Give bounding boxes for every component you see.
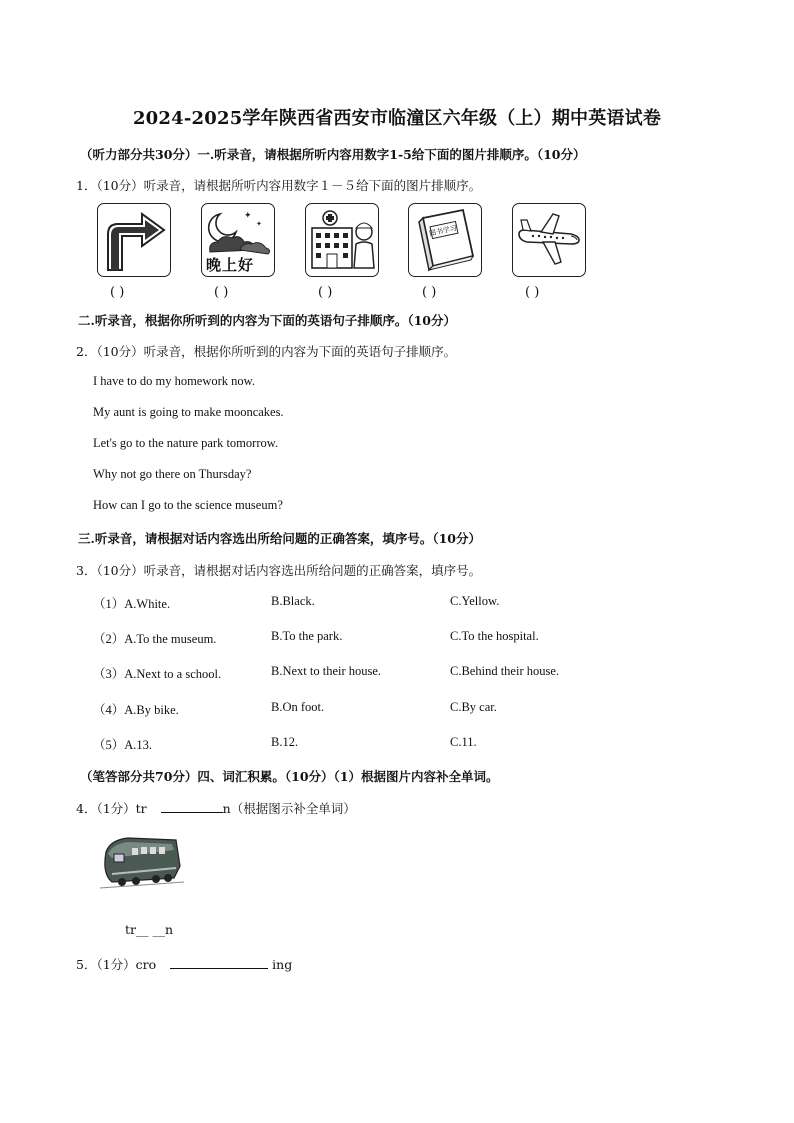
option-4b: B.On foot. [271,700,325,714]
picture-2-caption: 晚上好 [206,256,255,274]
sentence-1: I have to do my homework now. [93,374,256,388]
question-2-label: 2．（10分）听录音，根据你所听到的内容为下面的英语句子排顺序。 [76,344,457,359]
book-icon [409,204,481,276]
picture-2 [201,203,275,277]
picture-4 [408,203,482,277]
svg-text:✦: ✦ [244,211,252,221]
question-3-label: 3．（10分）听录音，请根据对话内容选出所给问题的正确答案，填序号。 [76,563,482,578]
sentence-4: Why not go there on Thursday? [93,467,252,481]
question-5-label [76,955,292,973]
option-5a: （5）A.13. [93,738,153,752]
question-5-label-start: 5．（1分）cro [76,957,157,972]
picture-4-caption: 图书学习 [428,224,458,238]
train-image [92,826,192,896]
picture-5 [512,203,586,277]
option-1a: （1）A.White. [93,597,171,611]
option-1c: C.Yellow. [450,594,500,608]
svg-text:✦: ✦ [256,220,262,228]
picture-2-answer-paren[interactable]: ( ) [214,285,229,300]
sentence-5: How can I go to the science museum? [93,498,283,512]
train-icon [92,826,192,896]
picture-1-answer-paren[interactable]: ( ) [110,285,125,300]
option-2a: （2）A.To the museum. [93,632,217,646]
question-5-blank[interactable] [170,956,268,969]
hospital-nurse-icon [306,204,378,276]
section-3-header: 三.听录音，请根据对话内容选出所给问题的正确答案，填序号。（10分） [78,531,481,546]
option-3b: B.Next to their house. [271,664,382,678]
picture-3-answer-paren[interactable]: ( ) [318,285,333,300]
option-5c: C.11. [450,735,477,749]
option-3c: C.Behind their house. [450,664,560,678]
picture-4-answer-paren[interactable]: ( ) [422,285,437,300]
page-title: 2024-2025学年陕西省西安市临潼区六年级（上）期中英语试卷 [132,108,662,129]
option-2b: B.To the park. [271,629,343,643]
picture-3 [305,203,379,277]
turn-right-arrow-icon [98,204,170,276]
option-4c: C.By car. [450,700,497,714]
option-3a: （3）A.Next to a school. [93,667,222,681]
option-5b: B.12. [271,735,299,749]
listening-section-header: （听力部分共30分）一.听录音，请根据所听内容用数字1-5给下面的图片排顺序。（10分） [80,147,586,162]
question-4-blank[interactable] [161,800,223,813]
sentence-3: Let's go to the nature park tomorrow. [93,436,279,450]
option-4a: （4）A.By bike. [93,703,179,717]
sentence-2: My aunt is going to make mooncakes. [93,405,284,419]
question-4-label-start: 4．（1分）tr [76,801,147,816]
question-1-label: 1．（10分）听录音，请根据所听内容用数字１－５给下面的图片排顺序。 [76,178,482,193]
airplane-icon [513,204,585,276]
option-1b: B.Black. [271,594,315,608]
section-2-header: 二.听录音，根据你所听到的内容为下面的英语句子排顺序。（10分） [78,313,456,328]
question-5-label-end: ing [272,957,293,972]
picture-5-answer-paren[interactable]: ( ) [525,285,540,300]
picture-1 [97,203,171,277]
question-4-label [76,799,356,817]
written-section-header: （笔答部分共70分）四、词汇积累。（10分）（1）根据图片内容补全单词。 [80,769,499,784]
train-word-blanks[interactable]: tr__ __n [125,922,174,937]
question-4-label-end: n（根据图示补全单词） [222,801,356,816]
option-2c: C.To the hospital. [450,629,539,643]
